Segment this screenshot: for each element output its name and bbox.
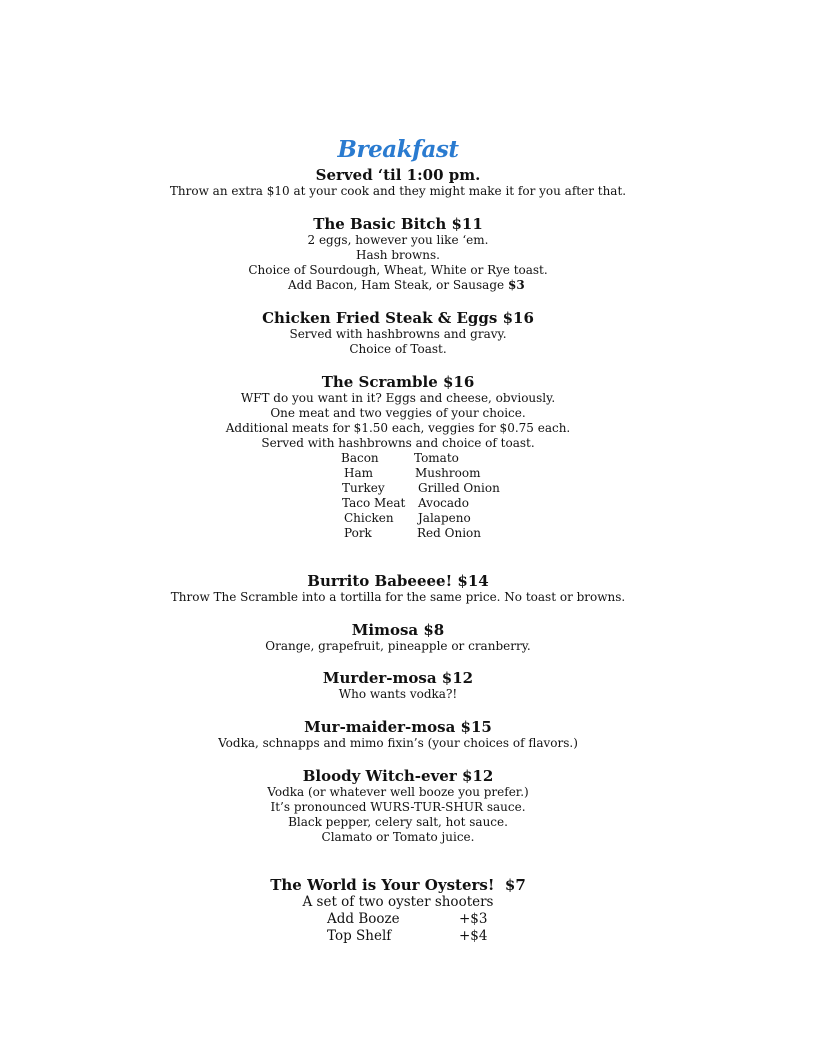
- option-row: [0, 481, 796, 496]
- item-line: Hash browns.: [356, 248, 440, 262]
- veggie-option: Grilled Onion: [418, 481, 500, 495]
- item-heading: Mimosa $8: [351, 621, 445, 639]
- section-heading: Served ‘til 1:00 pm.: [315, 166, 481, 184]
- item-line: Served with hashbrowns and choice of toast.: [261, 436, 535, 450]
- bloody-witch-section: [0, 767, 796, 845]
- item-heading: Mur-maider-mosa $15: [304, 718, 492, 736]
- addon-row: [0, 928, 796, 945]
- veggie-option: Red Onion: [417, 526, 481, 540]
- item-line: Choice of Toast.: [349, 342, 447, 356]
- scramble-section: [0, 373, 796, 541]
- item-line: Who wants vodka?!: [338, 687, 458, 701]
- addon-label: Add Booze: [327, 911, 400, 927]
- section-note: Throw an extra $10 at your cook and they might make it for you after that.: [169, 184, 627, 198]
- murder-mosa-section: [0, 669, 796, 702]
- item-heading: Chicken Fried Steak & Eggs $16: [262, 309, 534, 327]
- addon-price: +$4: [459, 928, 488, 944]
- addon-label: Add Bacon, Ham Steak, or Sausage: [288, 278, 505, 292]
- item-line: Served with hashbrowns and gravy.: [289, 327, 507, 341]
- meat-option: Turkey: [342, 481, 385, 495]
- item-line: It’s pronounced WURS-TUR-SHUR sauce.: [270, 800, 526, 814]
- addon-row: [0, 911, 796, 928]
- item-line: 2 eggs, however you like ‘em.: [307, 233, 489, 247]
- meat-option: Ham: [344, 466, 373, 480]
- burrito-section: [0, 572, 796, 605]
- meat-option: Taco Meat: [342, 496, 406, 510]
- meat-option: Bacon: [341, 451, 379, 465]
- mur-maider-mosa-section: [0, 718, 796, 751]
- item-line: Black pepper, celery salt, hot sauce.: [288, 815, 508, 829]
- item-line: A set of two oyster shooters: [302, 894, 494, 910]
- item-line: Orange, grapefruit, pineapple or cranberry.: [265, 639, 531, 653]
- item-heading: The World is Your Oysters! $7: [270, 876, 526, 894]
- oysters-section: [0, 876, 796, 945]
- item-line: Choice of Sourdough, Wheat, White or Rye toast.: [248, 263, 548, 277]
- item-heading: Murder-mosa $12: [322, 669, 474, 687]
- option-row: [0, 496, 796, 511]
- option-row: [0, 526, 796, 541]
- item-heading: Burrito Babeeee! $14: [307, 572, 489, 590]
- item-heading: The Basic Bitch $11: [313, 215, 483, 233]
- mimosa-section: [0, 621, 796, 654]
- addon-row: [0, 278, 796, 293]
- item-heading: The Scramble $16: [321, 373, 475, 391]
- item-line: WFT do you want in it? Eggs and cheese, obviously.: [240, 391, 556, 405]
- veggie-option: Jalapeno: [418, 511, 471, 525]
- item-line: Throw The Scramble into a tortilla for the same price. No toast or browns.: [170, 590, 626, 604]
- option-row: [0, 466, 796, 481]
- veggie-option: Tomato: [414, 451, 459, 465]
- item-line: One meat and two veggies of your choice.: [270, 406, 526, 420]
- item-line: Vodka (or whatever well booze you prefer.): [267, 785, 529, 799]
- basic-bitch-section: [0, 215, 796, 293]
- meat-option: Chicken: [344, 511, 394, 525]
- option-row: [0, 451, 796, 466]
- page-title: Breakfast: [337, 136, 459, 163]
- addon-price: +$3: [459, 911, 488, 927]
- intro-section: [0, 166, 796, 199]
- veggie-option: Avocado: [418, 496, 469, 510]
- option-row: [0, 511, 796, 526]
- chicken-fried-steak-section: [0, 309, 796, 357]
- meat-option: Pork: [344, 526, 372, 540]
- addon-label: Top Shelf: [327, 928, 392, 944]
- item-line: Clamato or Tomato juice.: [321, 830, 475, 844]
- item-line: Additional meats for $1.50 each, veggies for $0.75 each.: [225, 421, 571, 435]
- item-heading: Bloody Witch-ever $12: [302, 767, 494, 785]
- addon-price: $3: [508, 278, 525, 292]
- veggie-option: Mushroom: [415, 466, 481, 480]
- item-line: Vodka, schnapps and mimo fixin’s (your choices of flavors.): [218, 736, 578, 750]
